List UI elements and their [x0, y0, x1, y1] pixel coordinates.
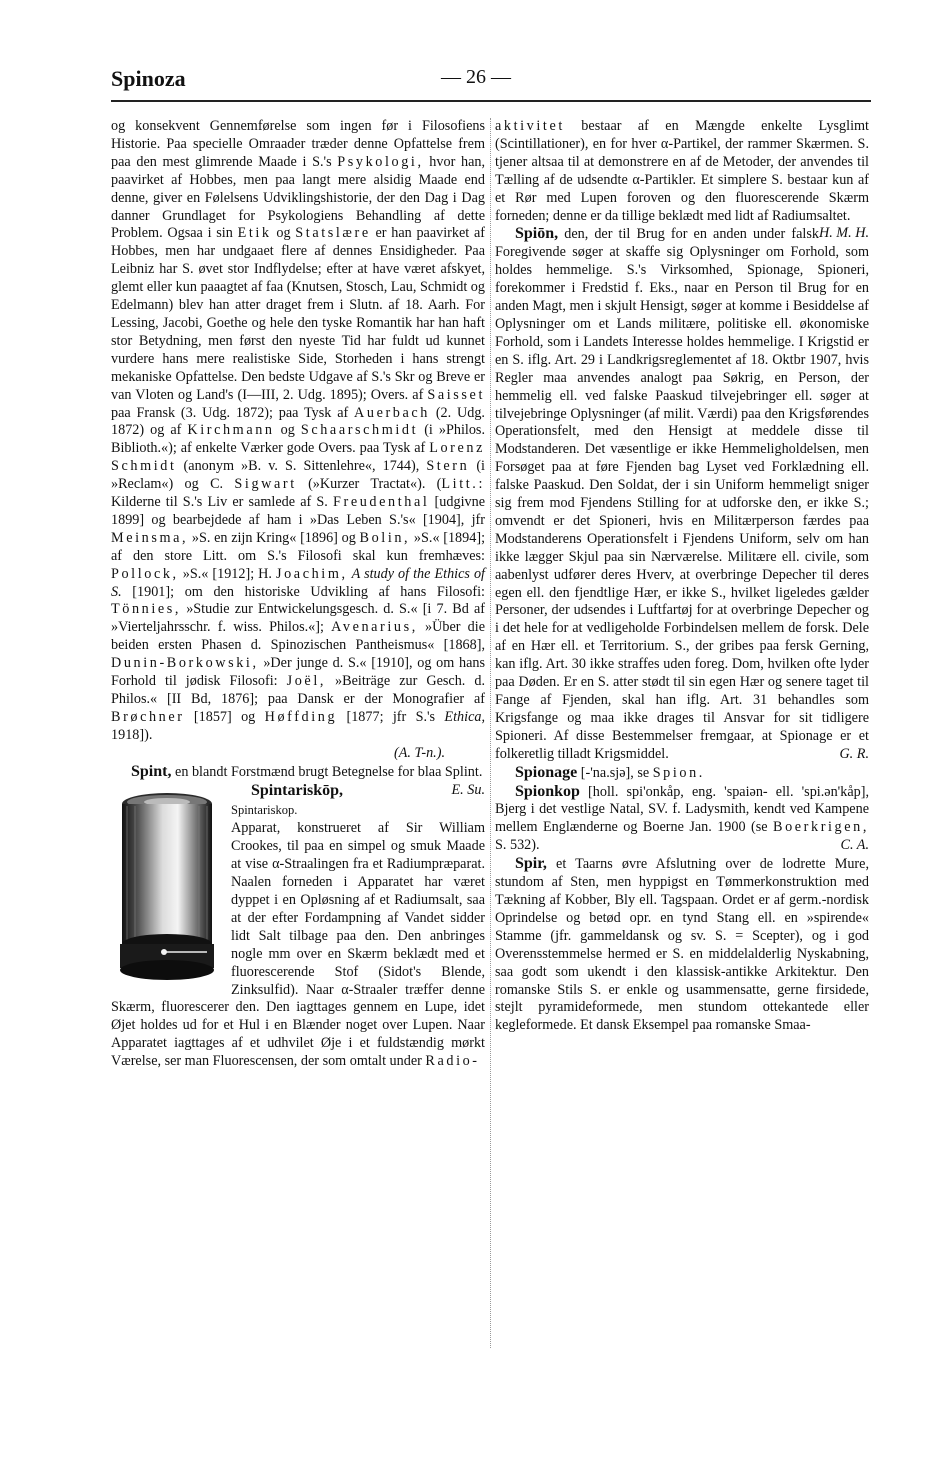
header-rule: [111, 100, 871, 102]
entry-spir: Spir, et Taarns øvre Afslutning over de lodrette Mure, stundom af Sten, men hyppigst en Tømmerkonstruktion med Tækning af Kobber, Bly ell. Tagspaan. Ordet er af germ.-nordisk Oprindelse og betød opr. en tynd Stang ell. en »spirende« Stamme (jfr. gammeldansk og sv. S. = Scepter), og i god Overensstemmelse hermed er S. en middelalderlig Nyskabning, saa godt som ukendt i den klassisk-antikke Arkitektur. Den romanske Stils S. er enkle og usammensatte, gerne firsidede, stejlt pyramideformede, men stundom ottekantede eller kegleformede. Et dansk Eksempel paa romanske Smaa-: [495, 855, 869, 1034]
entry-spintariskop: [111, 782, 485, 801]
headword-spir: Spir,: [515, 855, 547, 873]
entry-spintariskop-continued: aktivitet bestaar af en Mængde enkelte Lysglimt (Scintillationer), en for hver α-Partikel, der rammer Skærmen. S. tjener altsaa til at demonstrere en af de Metoder, der anvendes til Tælling af de udsendte α-Partikler. Et simplere S. bestaar kun af et Rør med Lupen foroven og den fluorescerende Skærm forneden; denne er da tillige beklædt med lidt af Radiumsaltet. H. M. H.: [495, 118, 869, 242]
entry-spionage: Spionage [-'na.sjə], se Spion.: [515, 763, 705, 781]
running-head-title: Spinoza: [111, 66, 186, 91]
right-column: [495, 118, 869, 1035]
headword-spionkop: Spionkop: [515, 782, 580, 800]
spintariskop-figure: [111, 784, 223, 984]
headword-spionage: Spionage: [515, 763, 578, 781]
page-number: — 26 —: [441, 66, 511, 88]
column-divider: [490, 118, 491, 1348]
entry-spion: Spiōn, den, der til Brug for en anden under falsk Foregivende søger at skaffe sig Oplysninger om Forhold, som holdes hemmelige. S.'s Virksomhed, Spionage, Spioneri, forekommer i Fredstid f. Eks., naar en Person til Brug for en anden Magt, men i skjult Hensigt, søger at komme i Besiddelse af Oplysninger om et Lands militære, politiske ell. økonomiske Forhold, som i Landets Interesse holdes hemmelige. I Krigstid er en S. iflg. Art. 29 i Landkrigsreglementet af 18. Oktbr 1907, hvis Regler maa anvendes analogt paa Søkrig, en Person, der hemmelig ell. ved falske Paaskud tilvejebringer ell. søger at tilvejebringe Oplysninger (af milit. Værdi) paa den Krigsførendes Operationsfelt, med den Hensigt at meddele disse til Modstanderen. Det væsentlige er ikke Hemmeligholdelsen, men Forsøget paa at føre Fjenden bag Lyset ved Forklædning ell. falske Paaskud. Den Soldat, der i sin Uniform hemmeligt sniger sig frem mod Fjendens Stilling for at udforske den, er ikke S.; omvendt er det Spioneri, hvis en Militærperson færdes paa Modstanderens Operationsfelt i Fjendens Uniform, selv om han ikke lægger Skjul paa sin Nærværelse. Militære ell. civile, som aabenlyst udfører deres Hverv, at overbringe Depecher til deres egen ell. den fjendtlige Hær, er ikke S., hvilket ligeledes gælder Personer, der udsendes i Luftfartøj for at overbringe Depecher og i det hele for at vedligeholde Forbindelsen mellem de forsk. Dele af en Hær ell. et Territorium. S., der gribes paa fersk Gerning, kan iflg. Art. 30 ikke straffes uden foreg. Dom, hvilken ofte lyder paa Døden. Er en S. atter stødt til sin egen Hær og senere taget til Fange af Fjenden, skal han iflg. Art. 31 behandles som Krigsfange og maa ikke drages til Ansvar for sit tidligere Spioneri. Af disse Bestemmelser fremgaar, at Spionage er et folkeretlig tilladt Krigsmiddel. G. R.: [495, 225, 869, 762]
page-header: [111, 66, 871, 96]
entry-spionkop: Spionkop [holl. spi'onkåp, eng. 'spaiən- ell. 'spi.ən'kåp], Bjerg i det vestlige Natal, SV. f. Ladysmith, kendt ved Kampene mellem Englænderne og Boerne Jan. 1900 (se Boerkrigen, S. 532). C. A.: [495, 782, 869, 854]
entry-spint: Spint, en blandt Forstmænd brugt Betegnelse for blaa Splint. E. Su.: [131, 762, 485, 798]
headword-spion: Spiōn,: [515, 225, 559, 243]
figure-caption: Spintariskop.: [231, 803, 298, 818]
headword-spintariskop: Spintariskōp,: [251, 781, 344, 799]
headword-spint: Spint,: [131, 762, 172, 780]
spintariskop-illustration: [115, 784, 219, 984]
entry-spinoza-continued: og konsekvent Gennemførelse som ingen før i Filosofiens Historie. Paa specielle Omraader træder denne Opfattelse frem paa den mest glimrende Maade i S.'s Psykologi, hvor han, paavirket af Hobbes, men paa langt mere alsidig Maade end denne, giver en Følelsens Udviklingshistorie, der den Dag i Dag danner Grundlaget for Psykologiens Behandling af dette Problem. Ogsaa i sin Etik og Statslære er han paavirket af Hobbes, men har undgaaet flere af dennes Ensidigheder. Paa Leibniz har S. øvet stor Indflydelse; efter at have været afskyet, glemt eller kun paaagtet af faa (Knutsen, Stosch, Lau, Schmidt og Edelmann) blev han atter draget frem i Slutn. af 18. Aarh. For Lessing, Jacobi, Goethe og hele den tyske Romantik har han haft stor Betydning, men først den nyeste Tid har fuldt ud kunnet vurdere hans mere realistiske Side, Storheden i hans strengt mekaniske Opfattelse. Den bedste Udgave af S.'s Skr og Breve er van Vloten og Land's (I—III, 2. Udg. 1895); Overs. af Saisset paa Fransk (3. Udg. 1872); paa Tysk af Auerbach (2. Udg. 1872) og af Kirchmann og Schaarschmidt (i »Philos. Biblioth.«); af enkelte Værker gode Overs. paa Tysk af Lorenz Schmidt (anonym »B. v. S. Sittenlehre«, 1744), Stern (i »Reclam«) og C. Sigwart (»Kurzer Tractat«). (Litt.: Kilderne til S.'s Liv er samlede af S. Freudenthal [udgivne 1899] og bearbejdede af ham i »Das Leben S.'s« [1904], jfr Meinsma, »S. en zijn Kring« [1896] og Bolin, »S.« [1894]; af den store Litt. om S.'s Filosofi skal kun fremhæves: Pollock, »S.« [1912]; H. Joachim, A study of the Ethics of S. [1901]; om den historiske Udvikling af hans Filosofi: Tönnies, »Studie zur Entwickelungsgesch. d. S.« [i 7. Bd af »Vierteljahrsschr. f. wiss. Philos.«]; Avenarius, »Über die beiden ersten Phasen d. Spinozischen Pantheismus« [1868], Dunin-Borkowski, »Der junge d. S.« [1910], og om hans Forhold til jødisk Filosofi: Joël, »Beiträge zur Gesch. d. Philos.« [II Bd, 1876]; paa Dansk er der Monografier af Brøchner [1857] og Høffding [1877; jfr S.'s Ethica, 1918]).: [111, 118, 486, 743]
left-column: og konsekvent Gennemførelse som ingen før i Filosofiens Historie. Paa specielle Omraader træder denne Opfattelse frem paa den mest glimrende Maade i S.'s Psykologi, hvor han, paavirket af Hobbes, men paa langt mere alsidig Maade end denne, giver en Følelsens Udviklingshistorie, der den Dag i Dag danner Grundlaget for Psykologiens Behandling af dette Problem. Ogsaa i sin Etik og Statslære er han paavirket af Hobbes, men har undgaaet flere af dennes Ensidigheder. Paa Leibniz har S. øvet stor Indflydelse; efter at have været afskyet, glemt eller kun paaagtet af faa (Knutsen, Stosch, Lau, Schmidt og Edelmann) blev han atter draget frem i Slutn. af 18. Aarh. For Lessing, Jacobi, Goethe og hele den tyske Romantik har han haft stor Betydning, men først den nyeste Tid har fuldt ud kunnet vurdere hans mere realistiske Side, Storheden i hans strengt mekaniske Opfattelse. Den bedste Udgave af S.'s Skr og Breve er van Vloten og Land's (I—III, 2. Udg. 1895); Overs. af Saisset paa Fransk (3. Udg. 1872); paa Tysk af Auerbach (2. Udg. 1872) og af Kirchmann og Schaarschmidt (i »Philos. Biblioth.«); af enkelte Værker gode Overs. paa Tysk af Lorenz Schmidt (anonym »B. v. S. Sittenlehre«, 1744), Stern (i »Reclam«) og C. Sigwart (»Kurzer Tractat«). (Litt.: Kilderne til S.'s Liv er samlede af S. Freudenthal [udgivne 1899] og bearbejdede af ham i »Das Leben S.'s« [1904], jfr Meinsma, »S. en zijn Kring« [1896] og Bolin, »S.« [1894]; af den store Litt. om S.'s Filosofi skal kun fremhæves: Pollock, »S.« [1912]; H. Joachim, A study of the Ethics of S. [1901]; om den historiske Udvikling af hans Filosofi: Tönnies, »Studie zur Entwickelungsgesch. d. S.« [i 7. Bd af »Vierteljahrsschr. f. wiss. Philos.«]; Avenarius, »Über die beiden ersten Phasen d. Spinozischen Pantheismus« [1868], Dunin-Borkowski, »Der junge d. S.« [1910], og om hans Forhold til jødisk Filosofi: Joël, »Beiträge zur Gesch. d. Philos.« [II Bd, 1876]; paa Dansk er der Monografier af Brøchner [1857] og Høffding [1877; jfr S.'s Ethica, 1918]). (A. T-n.). Spint, en blandt Forstmænd brugt Betegnelse for blaa Splint. E. Su. Spintariskōp, Spintariskop. Apparat, konstrueret af Sir William Crookes, til paa en simpel og smuk Maade at vise α-Straalingen fra et Radiumpræparat. Naalen forneden i Apparatet har været dyppet i en Opløsning af et Radiumsalt, saa at der efter Fordampning af Vandet sidder lidt Salt tilbage paa den. Den anbringes nogle mm over en Skærm beklædt med et fluorescerende Stof (Sidot's Blende, Zinksulfid). Naar α-Straaler træffer denne Skærm, fluorescerer den. Den iagttages gennem en Lupe, idet Øjet holdes ud for et Hul i en Blænder noget over Lupen. Naar Apparatet iagttages af et udhvilet Øje i et fuldstændig mørkt Værelse, ser man Fluorescensen, der som omtalt under Radio-: [111, 118, 486, 1070]
signature-spinoza: (A. T-n.).: [394, 744, 445, 761]
